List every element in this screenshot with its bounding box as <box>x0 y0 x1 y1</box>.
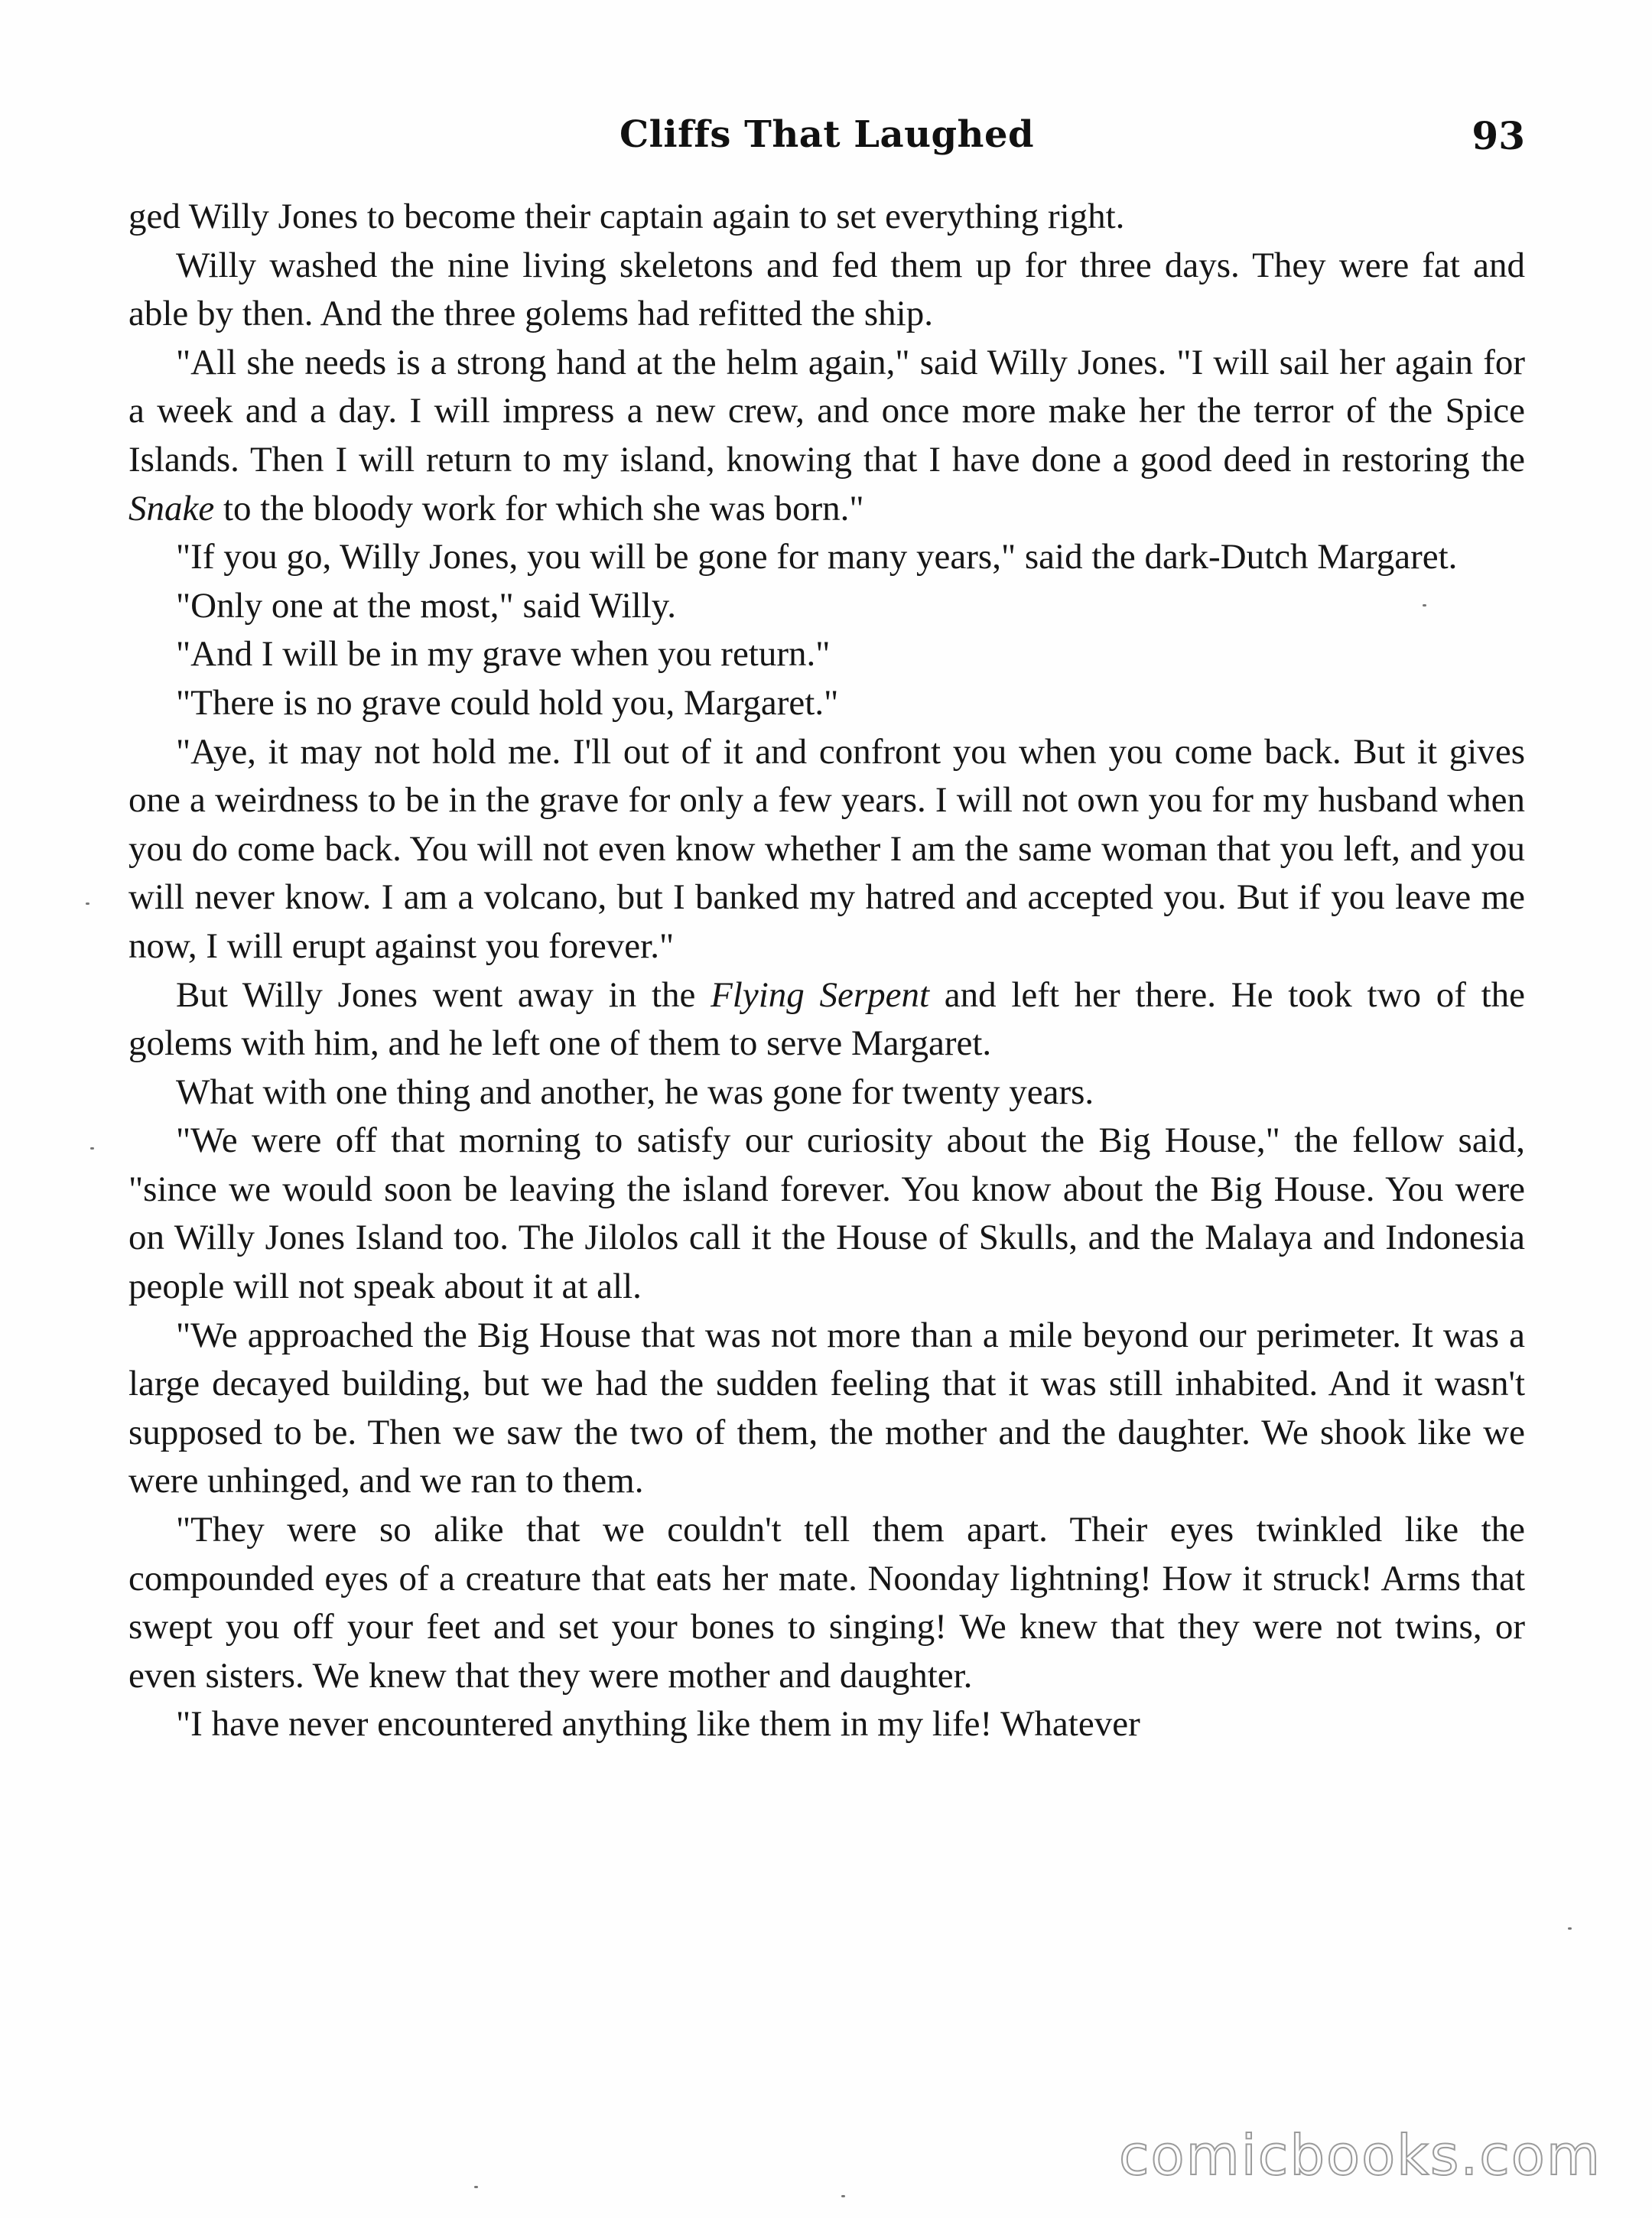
paragraph: What with one thing and another, he was gone for twenty years. <box>176 1072 1094 1112</box>
ship-name-italic: Flying Serpent <box>711 974 930 1015</box>
watermark-logo: comicbooks.com <box>1118 2123 1602 2187</box>
running-head-title: Cliffs That Laughed <box>619 113 1035 156</box>
scan-speck <box>841 2195 845 2197</box>
paragraph: "If you go, Willy Jones, you will be gone for many years," said the dark-Dutch Margaret. <box>176 537 1458 577</box>
scan-speck <box>1568 1927 1572 1930</box>
paragraph: Willy washed the nine living skeletons and fed them up for three days. They were fat and able by then. And the three golems had refitted the ship. <box>128 245 1525 334</box>
paragraph: "All she needs is a strong hand at the helm again," said Willy Jones. "I will sail her again for a week and a day. I will impress a new crew, and once more make her the terror of the Spice Islands. Then I will return to my island, knowing that I have done a good deed in restoring the Snake to the bloody work for which she was born." <box>128 342 1525 528</box>
paragraph: "Only one at the most," said Willy. <box>176 585 676 626</box>
running-head <box>128 113 1525 167</box>
scan-speck <box>474 2186 478 2188</box>
body-text <box>128 193 1525 1749</box>
paragraph: "Aye, it may not hold me. I'll out of it and confront you when you come back. But it gives one a weirdness to be in the grave for only a few years. I will not own you for my husband when you do come back. You will not even know whether I am the same woman that you left, and you will never know. I am a volcano, but I banked my hatred and accepted you. But if you leave me now, I will erupt against you forever." <box>128 731 1525 966</box>
ship-name-italic: Snake <box>128 488 215 528</box>
paragraph: But Willy Jones went away in the Flying Serpent and left her there. He took two of the golems with him, and he left one of them to serve Margaret. <box>128 974 1525 1064</box>
scan-speck <box>90 1147 94 1150</box>
paragraph: "They were so alike that we couldn't tell them apart. Their eyes twinkled like the compounded eyes of a creature that eats her mate. Noonday lightning! How it struck! Arms that swept you off your feet and set your bones to singing! We knew that they were not twins, or even sisters. We knew that they were mother and daughter. <box>128 1510 1525 1696</box>
paragraph: "I have never encountered anything like them in my life! Whatever <box>176 1704 1140 1745</box>
paragraph-continued: ged Willy Jones to become their captain again to set everything right. <box>128 197 1125 236</box>
page-number: 93 <box>1472 113 1525 158</box>
paragraph: "We were off that morning to satisfy our curiosity about the Big House," the fellow said, "since we would soon be leaving the island forever. You know about the Big House. You were on Willy Jones Island too. The Jilolos call it the House of Skulls, and the Malaya and Indonesia people will not speak about it at all. <box>128 1120 1525 1307</box>
paragraph: "We approached the Big House that was not more than a mile beyond our perimeter. It was a large decayed building, but we had the sudden feeling that it was still inhabited. And it wasn't supposed to be. Then we saw the two of them, the mother and the daughter. We shook like we were unhinged, and we ran to them. <box>128 1315 1525 1501</box>
paragraph: "There is no grave could hold you, Margaret." <box>176 682 839 723</box>
paragraph: "And I will be in my grave when you return." <box>176 634 831 675</box>
scan-speck <box>1423 604 1426 607</box>
scan-speck <box>86 902 89 905</box>
